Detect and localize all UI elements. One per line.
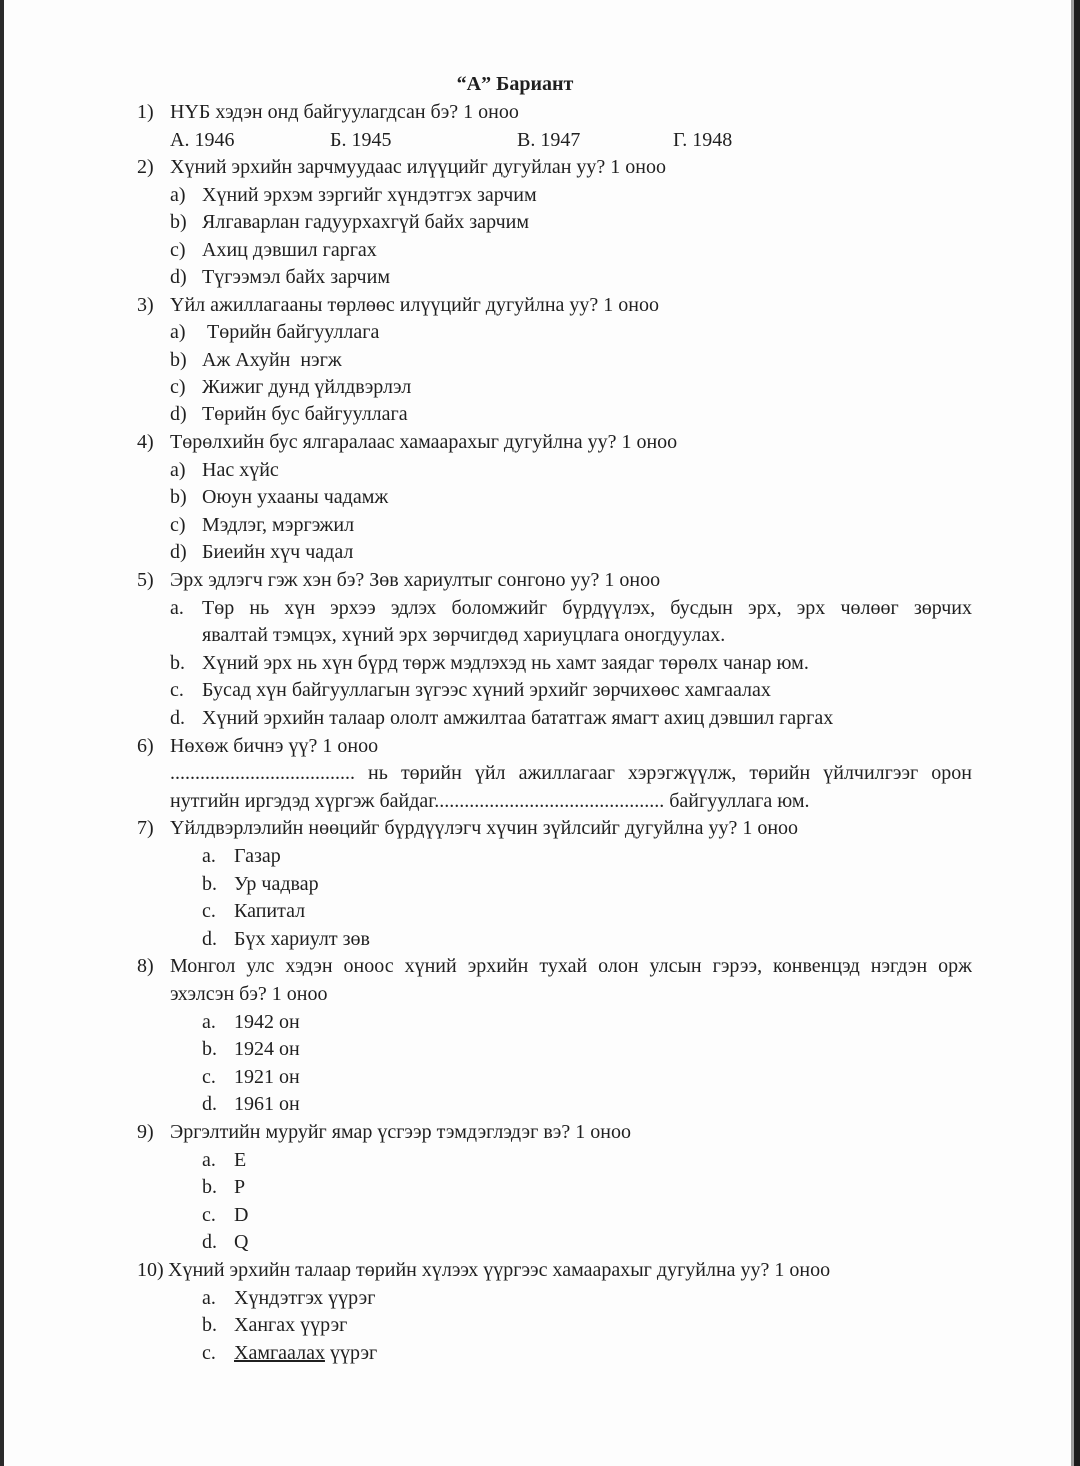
question-2-text: Хүний эрхийн зарчмуудаас илүүцийг дугуйлан уу? 1 оноо — [170, 156, 667, 178]
option-text-continued: явалтай тэмцэх, хүний эрх зөрчигдөд хариуцлага оногдуулах. — [202, 624, 726, 646]
option-label: a. — [202, 845, 216, 867]
question-number: 2) — [137, 156, 154, 178]
question-1-text: НҮБ хэдэн онд байгуулагдсан бэ? 1 оноо — [170, 101, 519, 123]
q1-option-d: Г. 1948 — [673, 129, 733, 151]
option-text: E — [234, 1149, 247, 1171]
option-text: Бүх хариулт зөв — [234, 928, 370, 950]
option-label: a. — [202, 1149, 216, 1171]
option-text: Хүний эрх нь хүн бүрд төрж мэдлэхэд нь хамт заядаг төрөлх чанар юм. — [202, 652, 809, 674]
option-text: D — [234, 1204, 249, 1226]
option-text: Төрийн бус байгууллага — [202, 403, 408, 425]
option-text: Аж Ахуйн нэгж — [202, 349, 342, 371]
option-text — [234, 1341, 377, 1365]
option-label: b. — [202, 1176, 217, 1198]
question-10-text: Хүний эрхийн талаар төрийн хүлээх үүргээс хамаарахыг дугуйлна уу? 1 оноо — [168, 1259, 831, 1281]
option-label: d. — [202, 1231, 217, 1253]
option-label: b. — [202, 1038, 217, 1060]
option-text: Оюун ухааны чадамж — [202, 486, 389, 508]
option-label: c. — [202, 1342, 216, 1364]
option-text: Мэдлэг, мэргэжил — [202, 514, 355, 536]
option-text: Капитал — [234, 900, 306, 922]
option-label: c. — [170, 679, 184, 701]
question-5-text: Эрх эдлэгч гэж хэн бэ? Зөв хариултыг сонгоно уу? 1 оноо — [170, 569, 661, 591]
option-label: d. — [202, 928, 217, 950]
q1-option-a: А. 1946 — [170, 129, 235, 151]
fill-in-blank-line-1: ..................................... нь төрийн үйл ажиллагааг хэрэгжүүлж, төрийн үйлчилгээг орон — [170, 762, 972, 784]
question-number: 5) — [137, 569, 154, 591]
option-text: P — [234, 1176, 246, 1198]
option-label: b. — [170, 652, 185, 674]
question-number: 6) — [137, 735, 154, 757]
option-label: d. — [202, 1093, 217, 1115]
option-text: Ур чадвар — [234, 873, 319, 895]
option-text: 1924 он — [234, 1038, 300, 1060]
option-label: c) — [170, 376, 186, 398]
option-text: Q — [234, 1231, 249, 1253]
question-number: 7) — [137, 817, 154, 839]
option-text: Бусад хүн байгууллагын зүгээс хүний эрхийг зөрчихөөс хамгаалах — [202, 679, 771, 701]
option-label: c) — [170, 514, 186, 536]
question-number: 9) — [137, 1121, 154, 1143]
question-6-text: Нөхөж бичнэ үү? 1 оноо — [170, 735, 379, 757]
question-number: 1) — [137, 101, 154, 123]
option-text: Газар — [234, 845, 281, 867]
option-label: d) — [170, 266, 187, 288]
option-label: b) — [170, 486, 187, 508]
option-text: Жижиг дунд үйлдвэрлэл — [202, 376, 412, 398]
option-text: Хүндэтгэх үүрэг — [234, 1287, 376, 1309]
option-label: d) — [170, 403, 187, 425]
question-number: 8) — [137, 955, 154, 977]
option-text: Хүний эрхэм зэргийг хүндэтгэх зарчим — [202, 184, 537, 206]
option-label: c) — [170, 239, 186, 261]
option-text: Түгээмэл байх зарчим — [202, 266, 390, 288]
page-title: “А” Бариант — [456, 73, 574, 95]
option-label: a) — [170, 184, 186, 206]
question-3-text: Үйл ажиллагааны төрлөөс илүүцийг дугуйлна уу? 1 оноо — [170, 294, 660, 316]
option-text: Хүний эрхийн талаар ололт амжилтаа бататгаж ямагт ахиц дэвшил гаргах — [202, 707, 834, 729]
option-text-suffix: үүрэг — [324, 1342, 378, 1364]
option-text: Нас хүйс — [202, 459, 279, 481]
option-label: b. — [202, 1314, 217, 1336]
option-text: 1921 он — [234, 1066, 300, 1088]
question-number: 4) — [137, 431, 154, 453]
option-text: Ахиц дэвшил гаргах — [202, 239, 377, 261]
question-8-text-continued: эхэлсэн бэ? 1 оноо — [170, 983, 328, 1005]
q1-option-c: В. 1947 — [517, 129, 581, 151]
question-number: 10) — [137, 1259, 164, 1281]
option-label: a. — [202, 1287, 216, 1309]
fill-in-blank-line-2: нутгийн иргэдэд хүргэж байдаг.............................................. байгууллага юм. — [170, 790, 810, 812]
option-text: Төр нь хүн эрхээ эдлэх боломжийг бүрдүүлэх, бусдын эрх, эрх чөлөөг зөрчих — [202, 597, 972, 619]
option-label: a) — [170, 321, 186, 343]
option-label: b) — [170, 349, 187, 371]
option-text: Хангах үүрэг — [234, 1314, 348, 1336]
option-label: c. — [202, 1204, 216, 1226]
option-label: b. — [202, 873, 217, 895]
question-8-text: Монгол улс хэдэн оноос хүний эрхийн тухай олон улсын гэрээ, конвенцэд нэгдэн орж — [170, 955, 972, 977]
option-text: Ялгаварлан гадуурхахгүй байх зарчим — [202, 211, 529, 233]
question-4-text: Төрөлхийн бус ялгаралаас хамаарахыг дугуйлна уу? 1 оноо — [170, 431, 678, 453]
option-text: Төрийн байгууллага — [207, 321, 380, 343]
option-label: a. — [170, 597, 184, 619]
option-label: c. — [202, 900, 216, 922]
screen-right-edge — [1074, 0, 1080, 1466]
option-label: d. — [170, 707, 185, 729]
option-label: c. — [202, 1066, 216, 1088]
option-label: a) — [170, 459, 186, 481]
option-label: a. — [202, 1011, 216, 1033]
option-text: 1961 он — [234, 1093, 300, 1115]
option-label: d) — [170, 541, 187, 563]
question-7-text: Үйлдвэрлэлийн нөөцийг бүрдүүлэгч хүчин зүйлсийг дугуйлна уу? 1 оноо — [170, 817, 799, 839]
question-number: 3) — [137, 294, 154, 316]
q1-option-b: Б. 1945 — [330, 129, 392, 151]
underlined-answer: Хамгаалах — [234, 1342, 325, 1364]
question-9-text: Эргэлтийн муруйг ямар үсгээр тэмдэглэдэг вэ? 1 оноо — [170, 1121, 631, 1143]
option-label: b) — [170, 211, 187, 233]
option-text: Биеийн хүч чадал — [202, 541, 354, 563]
option-text: 1942 он — [234, 1011, 300, 1033]
